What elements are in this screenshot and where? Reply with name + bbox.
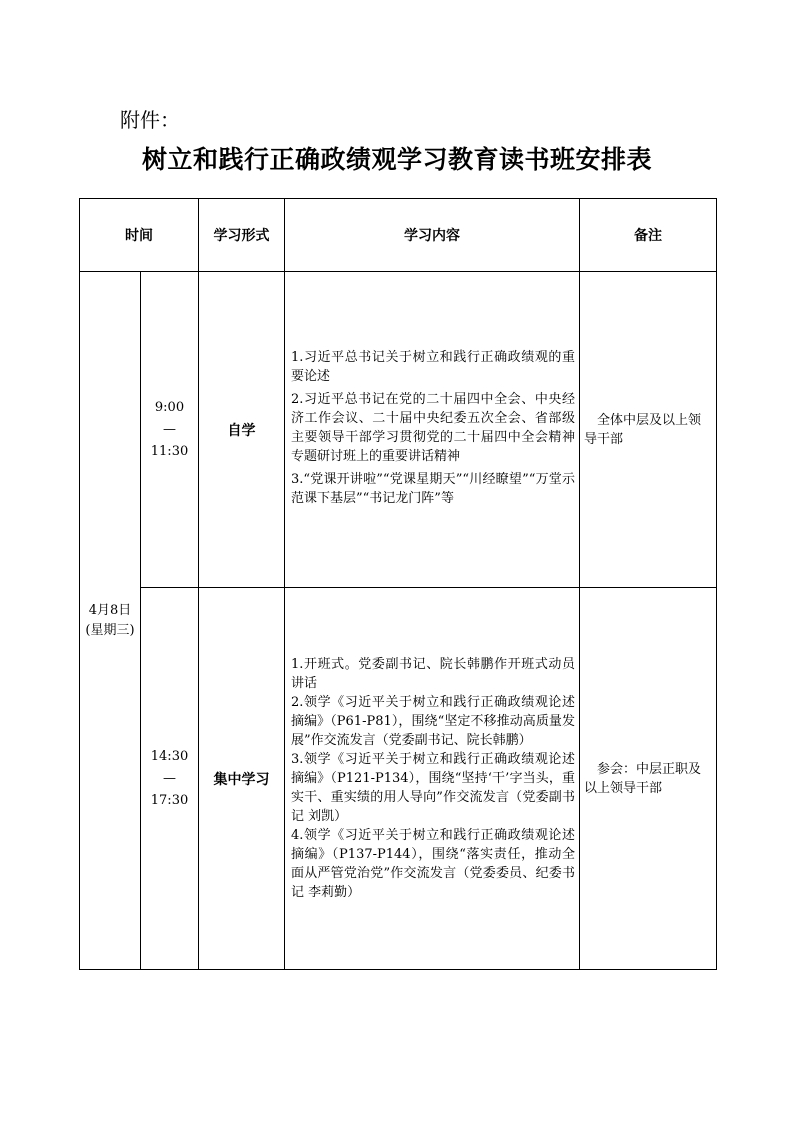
form-cell-afternoon: 集中学习 bbox=[199, 588, 285, 970]
content-cell-morning bbox=[285, 272, 580, 588]
time-start: 14:30 bbox=[150, 748, 189, 764]
schedule-table bbox=[79, 198, 717, 970]
table-row-morning bbox=[80, 272, 717, 588]
note-cell-afternoon: 参会：中层正职及以上领导干部 bbox=[580, 588, 717, 970]
content-item: 4.领学《习近平关于树立和践行正确政绩观论述摘编》（P137-P144），围绕“落实责任，推动全面从严管党治党”作交流发言（党委委员、纪委书记 李莉勤） bbox=[291, 828, 575, 900]
date-text: 4月8日 bbox=[88, 602, 132, 618]
time-start: 9:00 bbox=[154, 399, 185, 415]
header-row bbox=[80, 199, 717, 272]
table-row-afternoon bbox=[80, 588, 717, 970]
time-separator: — bbox=[163, 421, 176, 437]
content-cell-afternoon bbox=[285, 588, 580, 970]
content-item: 2.领学《习近平关于树立和践行正确政绩观论述摘编》（P61-P81），围绕“坚定不移推动高质量发展”作交流发言（党委副书记、院长韩鹏） bbox=[291, 695, 575, 748]
time-cell-morning bbox=[141, 272, 199, 588]
time-end: 17:30 bbox=[150, 792, 189, 808]
header-form: 学习形式 bbox=[199, 199, 285, 272]
time-separator: — bbox=[163, 770, 176, 786]
content-item: 1.习近平总书记关于树立和践行正确政绩观的重要论述 bbox=[291, 349, 575, 384]
note-cell-morning: 全体中层及以上领导干部 bbox=[580, 272, 717, 588]
time-cell-afternoon bbox=[141, 588, 199, 970]
content-item: 2.习近平总书记在党的二十届四中全会、中央经济工作会议、二十届中央纪委五次全会、省部级主要领导干部学习贯彻党的二十届四中全会精神专题研讨班上的重要讲话精神 bbox=[291, 391, 575, 464]
attachment-label: 附件： bbox=[120, 108, 180, 132]
content-item: 3.领学《习近平关于树立和践行正确政绩观论述摘编》（P121-P134），围绕“坚持‘干’字当头，重实干、重实绩的用人导向”作交流发言（党委副书记 刘凯） bbox=[291, 752, 575, 824]
content-item: 1.开班式。党委副书记、院长韩鹏作开班式动员讲话 bbox=[291, 657, 575, 691]
form-cell-morning: 自学 bbox=[199, 272, 285, 588]
header-time: 时间 bbox=[80, 199, 199, 272]
time-end: 11:30 bbox=[150, 443, 189, 459]
header-note: 备注 bbox=[580, 199, 717, 272]
header-content: 学习内容 bbox=[285, 199, 580, 272]
content-item: 3.“党课开讲啦”“党课星期天”“川经瞭望”“万堂示范课下基层”“书记龙门阵”等 bbox=[291, 471, 575, 506]
date-cell bbox=[80, 272, 141, 970]
page-title: 树立和践行正确政绩观学习教育读书班安排表 bbox=[141, 145, 652, 174]
weekday-text: (星期三) bbox=[85, 622, 135, 638]
